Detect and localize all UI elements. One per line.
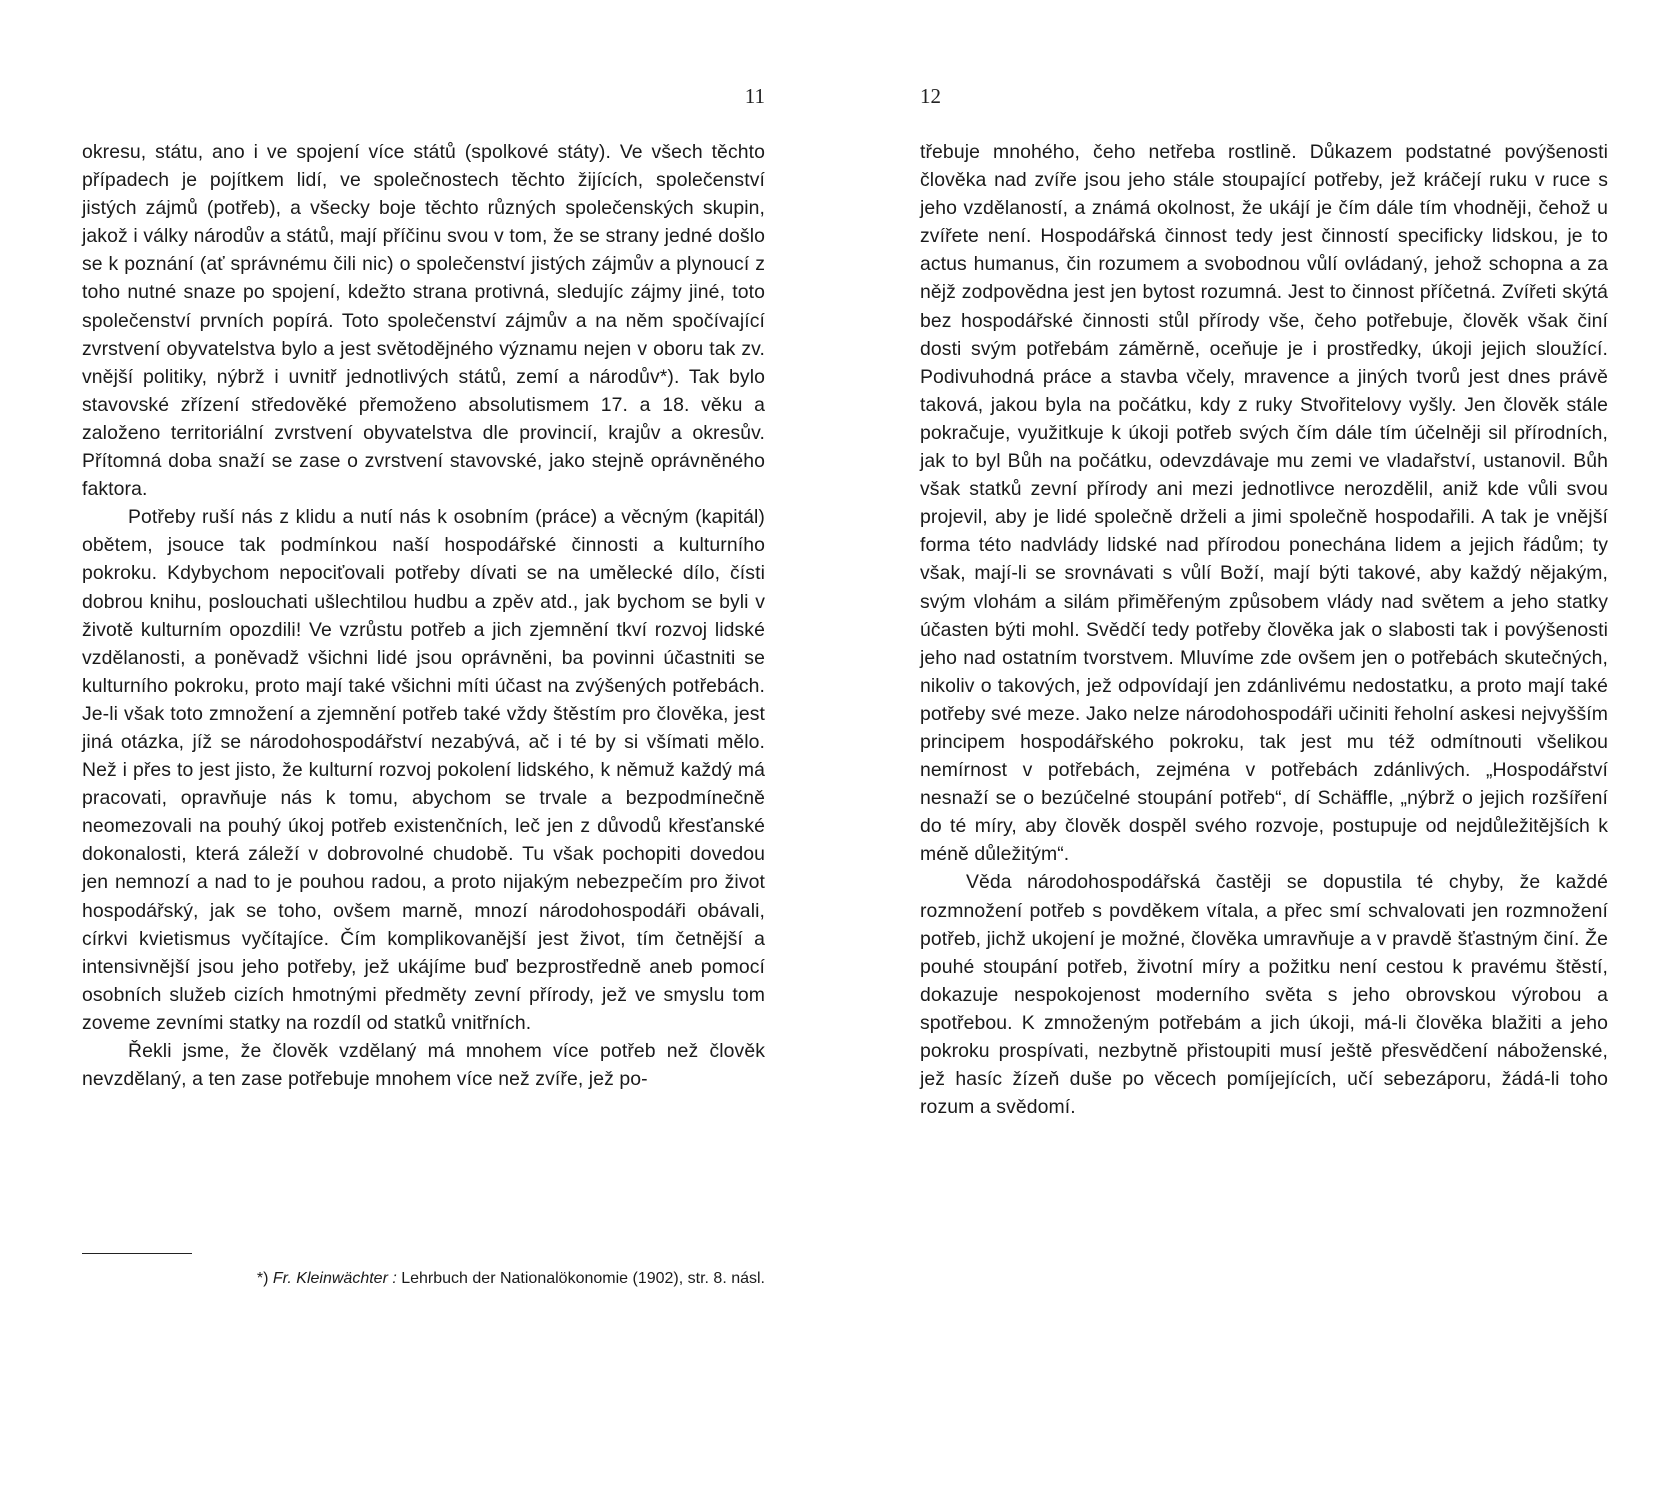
page-number: 12: [920, 84, 941, 108]
paragraph: okresu, státu, ano i ve spojení více států (spolkové státy). Ve všech těchto případech je pojítkem lidí, ve společnostech těchto žijících, společenství jistých zájmů (potřeb), a všecky boje těchto různých společenských skupin, jakož i války národův a států, mají příčinu svou v tom, že se strany jedné došlo se k poznání (ať správnému čili nic) o společenství jistých zájmův a plynoucí z toho nutné snaze po spojení, kdežto strana protivná, sledujíc zájmy jiné, toto společenství prvních popírá. Toto společenství zájmův a na něm spočívající zvrstvení obyvatelstva bylo a jest světodějného významu nejen v oboru tak zv. vnější politiky, nýbrž i uvnitř jednotlivých států, zemí a národův*). Tak bylo stavovské zřízení středověké přemoženo absolutismem 17. a 18. věku a založeno territoriální zvrstvení obyvatelstva dle provincií, krajův a okresův. Přítomná doba snaží se zase o zvrstvení stavovské, jako stejně oprávněného faktora.: [82, 141, 765, 501]
footnote-marker: *): [256, 1270, 269, 1287]
paragraph: Věda národohospodářská častěji se dopustila té chyby, že každé rozmnožení potřeb s povděkem vítala, a přec smí schvalovati jen rozmnožení potřeb, jichž ukojení je možné, člověka umravňuje a v pravdě šťastným činí. Že pouhé stoupání potřeb, životní míry a požitku není cestou k pravému štěstí, dokazuje nespokojenost moderního světa s jeho obrovskou výrobou a spotřebou. K zmnoženým potřebám a jich úkoji, má-li člověka blažiti a jeho pokroku prospívati, nezbytně přistoupiti musí ještě přesvědčení náboženské, jež hasíc žízeň duše po věcech pomíjejících, učí sebezáporu, žádá-li toho rozum a svědomí.: [920, 871, 1608, 1119]
footnote-text: Lehrbuch der Nationalökonomie (1902), str. 8. násl.: [401, 1270, 765, 1287]
paragraph: třebuje mnohého, čeho netřeba rostlině. Důkazem podstatné povýšenosti člověka nad zvíře jsou jeho stále stoupající potřeby, jež kráčejí ruku v ruce s jeho vzdělaností, a známá okolnost, že ukájí je čím dále tím vhodněji, čehož u zvířete není. Hospodářská činnost tedy jest činností specificky lidskou, je to actus humanus, čin rozumem a svobodnou vůlí ovládaný, jehož schopna a za nějž zodpovědna jest jen bytost rozumná. Jest to činnost příčetná. Zvířeti skýtá bez hospodářské činnosti stůl přírody vše, čeho potřebuje, člověk však činí dosti svým potřebám záměrně, oceňuje je i prostředky, úkoji jejich sloužící. Podivuhodná práce a stavba včely, mravence a jiných tvorů jest dnes právě taková, jakou byla na počátku, kdy z ruky Stvořitelovy vyšly. Jen člověk stále pokračuje, využitkuje k úkoji potřeb svých čím dále tím účelněji sil přírodních, jak to byl Bůh na počátku, odevzdávaje mu zemi ve vladařství, ustanovil. Bůh však statků zevní přírody ani mezi jednotlivce nerozdělil, aniž kde vůli svou projevil, aby je lidé společně drželi a jimi společně hospodařili. A tak je vnější forma této nadvlády lidské nad přírodou ponechána lidem a jejich řádům; ty však, mají-li se srovnávati s vůlí Boží, mají býti takové, aby každý nějakým, svým vlohám a silám přiměřeným způsobem vlády nad světem a jeho statky účasten býti mohl. Svědčí tedy potřeby člověka jak o slabosti tak i povýšenosti jeho nad ostatním tvorstvem. Mluvíme zde ovšem jen o potřebách skutečných, nikoliv o takových, jež odpovídají jen zdánlivému nedostatku, a proto mají také potřeby své meze. Jako nelze národohospodáři učiniti řeholní askesi nejvyšším principem hospodářského pokroku, tak jest mu též odmítnouti všelikou nemírnost v potřebách, zejména v potřebách zdánlivých. „Hospodářství nesnaží se o bezúčelné stoupání potřeb“, dí Schäffle, „nýbrž o jejich rozšíření do té míry, aby člověk dospěl svého rozvoje, postupuje od nejdůležitějších k méně důležitým“.: [920, 141, 1608, 866]
page-number: 11: [744, 84, 765, 108]
page-body: [82, 138, 765, 1093]
footnote: [82, 1268, 765, 1290]
paragraph: Potřeby ruší nás z klidu a nutí nás k osobním (práce) a věcným (kapitál) obětem, jsouce tak podmínkou naší hospodářské činnosti a kulturního pokroku. Kdybychom nepociťovali potřeby dívati se na umělecké dílo, čísti dobrou knihu, poslouchati ušlechtilou hudbu a zpěv atd., jak bychom se byli v životě kulturním opozdili! Ve vzrůstu potřeb a jich zjemnění tkví rozvoj lidské vzdělanosti, a poněvadž všichni lidé jsou oprávněni, ba povinni účastniti se kulturního pokroku, proto mají také všichni míti účast na zvýšených potřebách. Je-li však toto zmnožení a zjemnění potřeb také vždy štěstím pro člověka, jest jiná otázka, jíž se národohospodářství nezabývá, ač i té by si všímati mělo. Než i přes to jest jisto, že kulturní rozvoj pokolení lidského, k němuž každý má pracovati, opravňuje nás k tomu, abychom se trvale a bezpodmínečně neomezovali na pouhý úkoj potřeb existenčních, leč jen z důvodů křesťanské dokonalosti, která záleží v dobrovolné chudobě. Tu však pochopiti dovedou jen nemnozí a nad to je pouhou radou, a proto nijakým nebezpečím pro život hospodářský, jak se toho, ovšem marně, mnozí národohospodáři obávali, církvi kvietismus vyčítajíce. Čím komplikovanější jest život, tím četnější a intensivnější jsou jeho potřeby, jež ukájíme buď bezprostředně aneb pomocí osobních služeb cizích hmotnými předměty zevní přírody, jež ve smyslu tom zoveme zevními statky na rozdíl od statků vnitřních.: [82, 506, 765, 1034]
page-body: [920, 138, 1608, 1121]
footnote-author: Fr. Kleinwächter :: [272, 1270, 397, 1287]
paragraph: Řekli jsme, že člověk vzdělaný má mnohem více potřeb než člověk nevzdělaný, a ten zase potřebuje mnohem více než zvíře, jež po-: [82, 1040, 765, 1091]
footnote-divider: [82, 1253, 192, 1254]
